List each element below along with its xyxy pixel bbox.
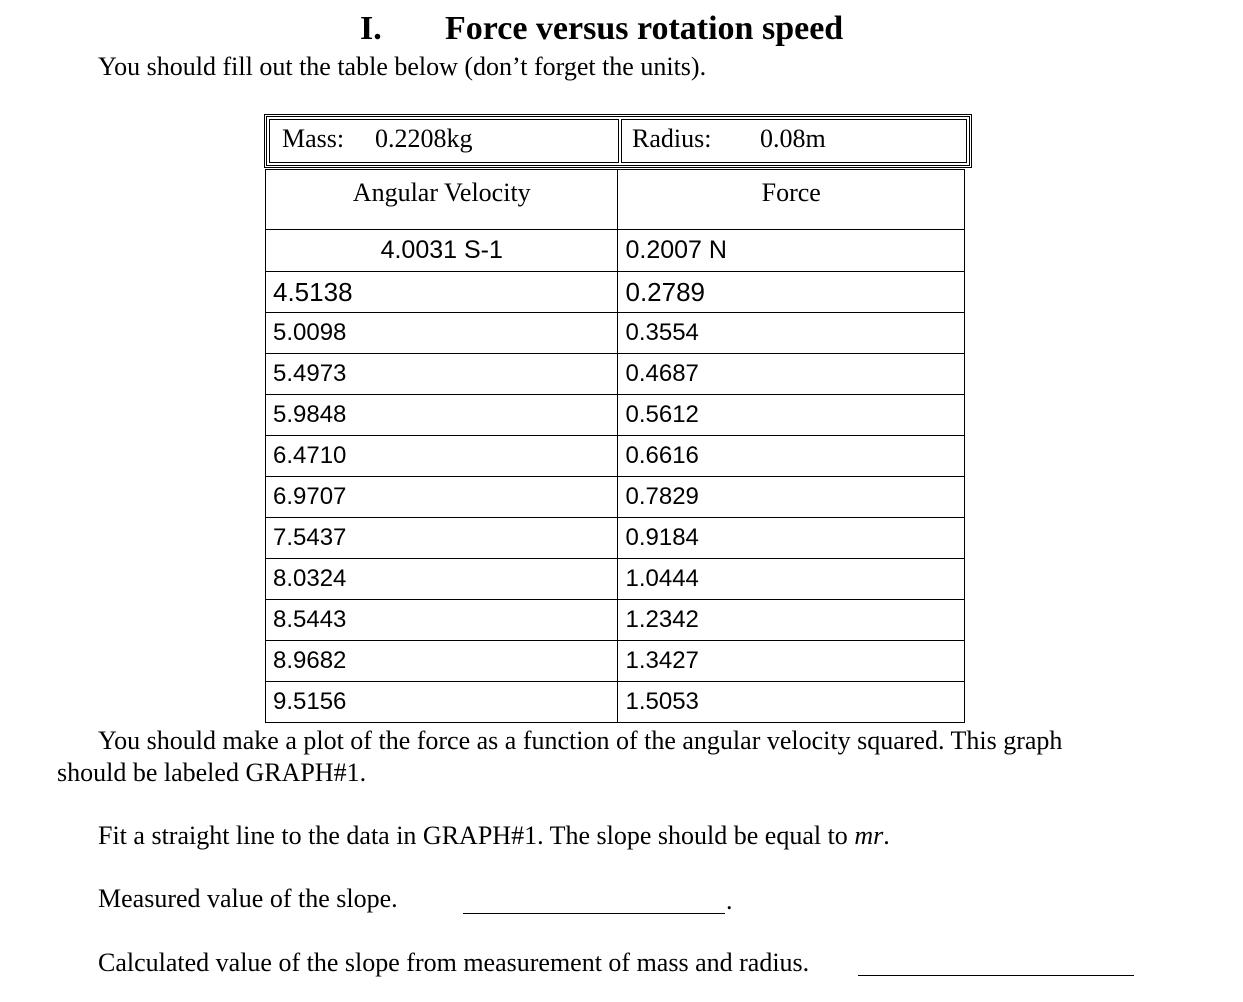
fit-instruction [98, 821, 890, 851]
radius-cell [621, 119, 967, 163]
table-row [266, 518, 965, 559]
mass-cell [269, 119, 619, 163]
mass-value: 0.2208kg [375, 124, 473, 153]
column-header-angular-velocity: Angular Velocity [266, 170, 618, 230]
plot-instruction-line1: You should make a plot of the force as a function of the angular velocity squared. This graph [98, 726, 1063, 755]
calculated-slope-label: Calculated value of the slope from measurement of mass and radius. [98, 948, 810, 977]
force-cell: 0.4687 [618, 354, 965, 395]
table-row [266, 682, 965, 723]
section-title: Force versus rotation speed [445, 10, 844, 47]
angular-velocity-cell: 6.9707 [266, 477, 618, 518]
force-cell: 0.5612 [618, 395, 965, 436]
measured-slope-blank[interactable] [463, 913, 725, 914]
force-cell: 0.6616 [618, 436, 965, 477]
force-cell: 0.7829 [618, 477, 965, 518]
angular-velocity-cell: 7.5437 [266, 518, 618, 559]
radius-value: 0.08m [760, 124, 826, 153]
section-heading [0, 10, 1243, 52]
angular-velocity-cell: 8.5443 [266, 600, 618, 641]
angular-velocity-cell: 8.9682 [266, 641, 618, 682]
data-table [265, 169, 965, 723]
table-row [266, 272, 965, 313]
angular-velocity-cell: 6.4710 [266, 436, 618, 477]
table-row [266, 313, 965, 354]
section-number: I. [360, 10, 382, 47]
force-cell: 0.2007 N [618, 230, 965, 272]
table-row [266, 641, 965, 682]
table-row [266, 354, 965, 395]
fit-instruction-end: . [883, 821, 890, 850]
radius-label: Radius: [632, 124, 712, 153]
force-cell: 1.0444 [618, 559, 965, 600]
force-cell: 0.2789 [618, 272, 965, 313]
calculated-slope-blank[interactable] [858, 975, 1134, 976]
angular-velocity-cell: 5.0098 [266, 313, 618, 354]
table-row [266, 559, 965, 600]
column-header-force: Force [618, 170, 965, 230]
table-row [266, 477, 965, 518]
plot-instruction-line2: should be labeled GRAPH#1. [57, 758, 367, 787]
instruction-text: You should fill out the table below (don’t forget the units). [98, 52, 707, 81]
angular-velocity-cell: 4.5138 [266, 272, 618, 313]
angular-velocity-cell: 5.9848 [266, 395, 618, 436]
force-cell: 0.9184 [618, 518, 965, 559]
angular-velocity-cell: 4.0031 S-1 [266, 230, 618, 272]
angular-velocity-cell: 5.4973 [266, 354, 618, 395]
force-cell: 1.5053 [618, 682, 965, 723]
angular-velocity-cell: 9.5156 [266, 682, 618, 723]
table-row [266, 436, 965, 477]
measured-slope-period: . [726, 886, 733, 915]
measured-slope-label: Measured value of the slope. [98, 884, 398, 913]
table-row [266, 230, 965, 272]
table-row [266, 600, 965, 641]
table-header-row [266, 170, 965, 230]
force-cell: 1.2342 [618, 600, 965, 641]
mass-label: Mass: [282, 124, 345, 153]
angular-velocity-cell: 8.0324 [266, 559, 618, 600]
force-cell: 1.3427 [618, 641, 965, 682]
mass-radius-table [264, 114, 972, 168]
force-cell: 0.3554 [618, 313, 965, 354]
fit-instruction-text: Fit a straight line to the data in GRAPH#1. The slope should be equal to [98, 821, 855, 850]
fit-symbol: mr [854, 821, 884, 850]
table-row [266, 395, 965, 436]
